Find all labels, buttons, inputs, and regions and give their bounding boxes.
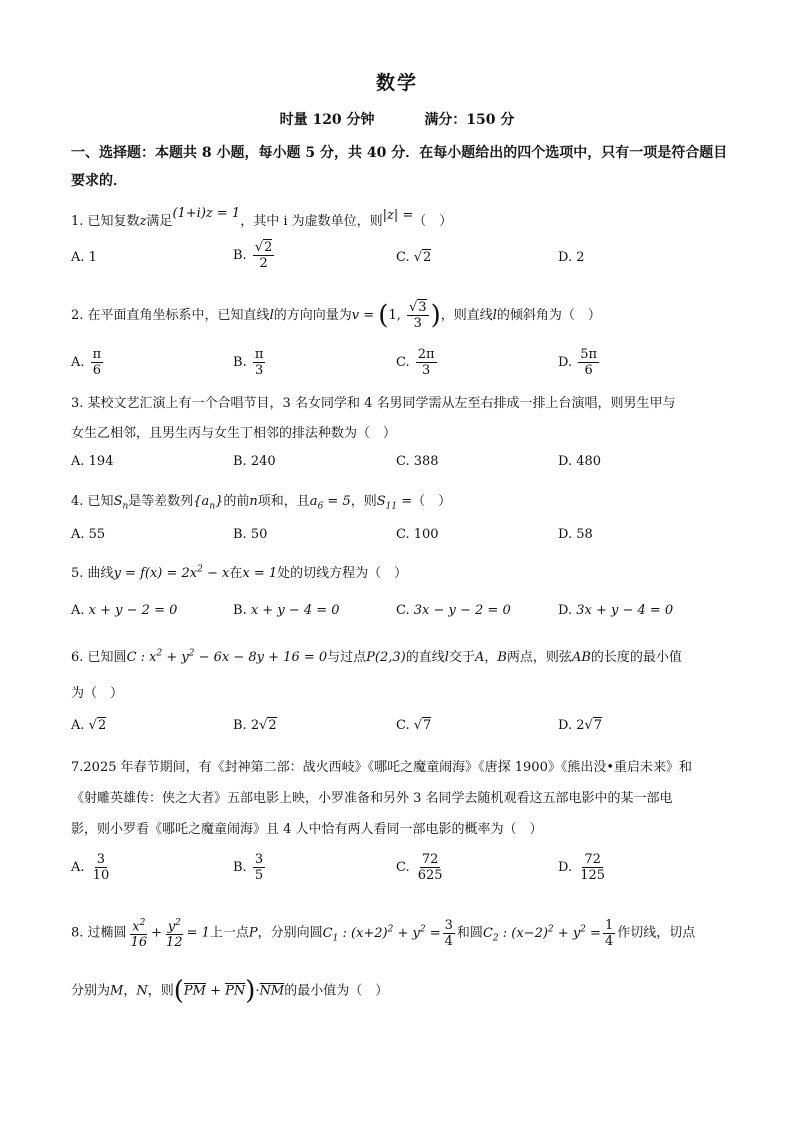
q6-option-a: A. √2 [71, 718, 107, 733]
q5-option-a: A. x + y − 2 = 0 [71, 603, 178, 618]
question-2: 2. 在平面直角坐标系中，已知直线l的方向向量为v = (1, $\frac{√3}{3}$ )，则直线l的倾斜角为（ ） [71, 300, 601, 331]
q2-option-c: C. $\frac{2\pi}{3}$ [396, 347, 435, 378]
question-8-line-1: 8. 过椭圆 $\frac{x^2}{16}$ + $\frac{y^2}{12}$ = 1上一点P，分别向圆$C_1$ : $(x+2)^2 + y^2$ = $\frac{3}{4}$ 和圆$C_2$ : $(x-2)^2 + y^2$ = $\frac{1}{4}$ 作切线，切点 [71, 917, 696, 951]
question-8-line-2: 分别为M，N，则$(\overline{PM} + \overline{PN})\cdot\overline{NM}$的最小值为（ ） [71, 976, 389, 1006]
time-label: 时量 120 分钟 [279, 112, 375, 128]
q3-option-a: A. 194 [71, 454, 114, 469]
question-5: 5. 曲线$y = f(x) = 2x^2 - x$在x = 1处的切线方程为（ ） [71, 564, 408, 581]
q7-option-d: D. $\frac{72}{125}$ [558, 852, 606, 883]
page-title: 数学 [375, 72, 418, 94]
q4-option-b: B. 50 [233, 527, 268, 542]
q1-option-b: B. $\frac{√2}{2}$ [233, 240, 273, 271]
q7-option-c: C. $\frac{72}{625}$ [396, 852, 443, 883]
q1-option-a: A. 1 [71, 250, 97, 265]
q5-option-c: C. 3x − y − 2 = 0 [396, 603, 511, 618]
q7-option-b: B. $\frac{3}{5}$ [233, 852, 264, 883]
question-3-line-1: 3. 某校文艺汇演上有一个合唱节目，3 名女同学和 4 名男同学需从左至右排成一排上台演唱，则男生甲与 [71, 396, 676, 411]
question-1: 1. 已知复数z满足(1+i)z = 1，其中 i 为虚数单位，则|z| =（ ） [71, 206, 453, 229]
q5-option-d: D. 3x + y − 4 = 0 [558, 603, 674, 618]
question-6-line-2: 为（ ） [71, 686, 124, 701]
q1-option-d: D. 2 [558, 250, 585, 265]
q4-option-c: C. 100 [396, 527, 439, 542]
q6-option-b: B. 2√2 [233, 718, 277, 733]
question-7-line-1: 7.2025 年春节期间，有《封神第二部：战火西岐》《哪吒之魔童闹海》《唐探 1900》《熊出没•重启未来》和 [71, 760, 693, 775]
q3-option-b: B. 240 [233, 454, 276, 469]
question-4: 4. 已知$S_n$是等差数列$\{a_n\}$的前n项和，且$a_6 = 5$，则$S_{11}$ =（ ） [71, 494, 452, 512]
score-label: 满分：150 分 [424, 112, 515, 128]
q3-option-c: C. 388 [396, 454, 439, 469]
question-3-line-2: 女生乙相邻，且男生丙与女生丁相邻的排法种数为（ ） [71, 426, 397, 441]
q2-option-a: A. $\frac{\pi}{6}$ [71, 347, 102, 378]
q4-option-a: A. 55 [71, 527, 106, 542]
q1-option-c: C. √2 [396, 250, 432, 265]
q6-option-c: C. √7 [396, 718, 432, 733]
question-7-line-3: 影，则小罗看《哪吒之魔童闹海》且 4 人中恰有两人看同一部电影的概率为（ ） [71, 822, 543, 837]
q3-option-d: D. 480 [558, 454, 602, 469]
q2-option-d: D. $\frac{5\pi}{6}$ [558, 347, 598, 378]
q2-option-b: B. $\frac{\pi}{3}$ [233, 347, 264, 378]
q4-option-d: D. 58 [558, 527, 593, 542]
q6-option-d: D. 2√7 [558, 718, 603, 733]
section-heading: 一、选择题：本题共 8 小题，每小题 5 分，共 40 分．在每小题给出的四个选项中，只有一项是符合题目要求的． [71, 145, 728, 189]
question-7-line-2: 《射雕英雄传：侠之大者》五部电影上映，小罗准备和另外 3 名同学去随机观看这五部电影中的某一部电 [71, 791, 673, 806]
question-6-line-1: 6. 已知圆C : $x^2 + y^2 - 6x - 8y + 16 = 0$与过点P(2,3)的直线l交于A，B两点，则弦AB的长度的最小值 [71, 648, 682, 665]
exam-info [0, 109, 794, 129]
q7-option-a: A. $\frac{3}{10}$ [71, 852, 110, 883]
q5-option-b: B. x + y − 4 = 0 [233, 603, 340, 618]
